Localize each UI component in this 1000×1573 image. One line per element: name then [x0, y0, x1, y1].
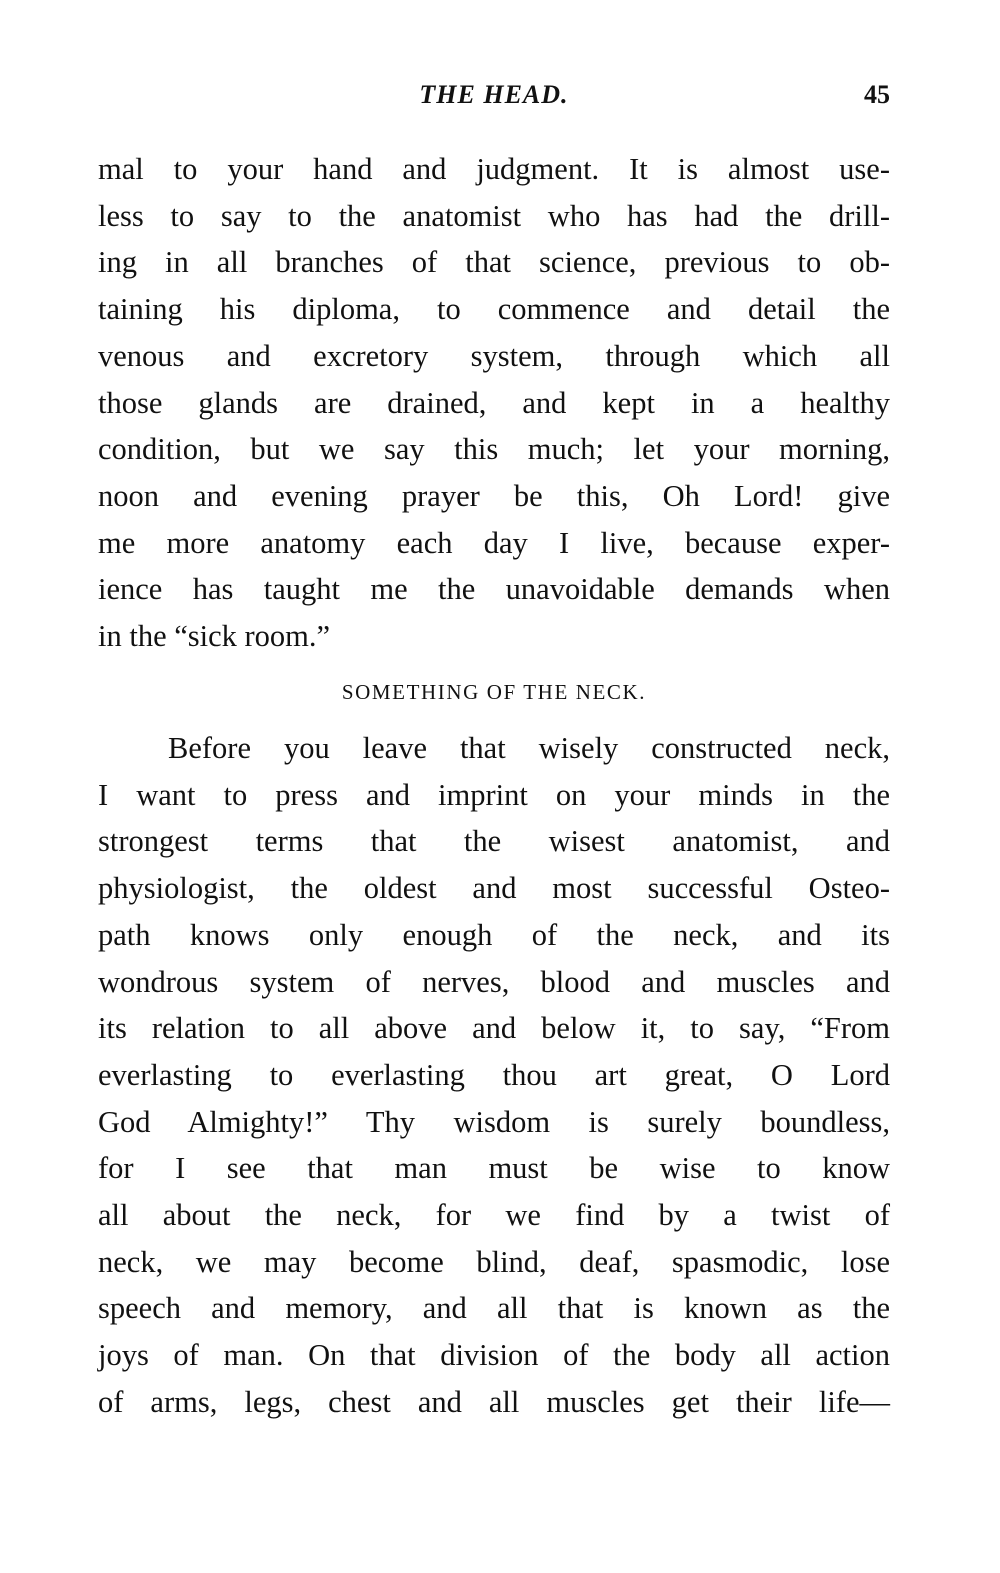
running-head	[98, 80, 890, 116]
paragraph-neck	[98, 725, 890, 1426]
text-line: speech and memory, and all that is known as the	[98, 1291, 890, 1326]
text-line: its relation to all above and below it, to say, “From	[98, 1011, 890, 1046]
text-line: everlasting to everlasting thou art great, O Lord	[98, 1057, 890, 1092]
text-line: neck, we may become blind, deaf, spasmodic, lose	[98, 1244, 890, 1279]
text-line: Before you leave that wisely constructed neck,	[168, 731, 890, 765]
running-title: THE HEAD.	[419, 80, 569, 109]
text-line: strongest terms that the wisest anatomist, and	[98, 824, 890, 859]
section-heading: SOMETHING OF THE NECK.	[341, 680, 647, 704]
text-line: joys of man. On that division of the body all action	[98, 1338, 890, 1373]
text-line: venous and excretory system, through which all	[98, 338, 890, 373]
paragraph-continued	[98, 146, 890, 660]
page-number: 45	[864, 80, 890, 109]
text-line: ing in all branches of that science, previous to ob-	[98, 245, 890, 280]
text-line: path knows only enough of the neck, and its	[98, 917, 890, 952]
text-line: I want to press and imprint on your minds in the	[98, 777, 890, 812]
text-line: physiologist, the oldest and most successful Osteo-	[98, 871, 890, 906]
text-line: all about the neck, for we find by a twist of	[98, 1198, 890, 1233]
text-line: me more anatomy each day I live, because exper-	[98, 525, 890, 560]
text-line: ience has taught me the unavoidable demands when	[98, 572, 890, 607]
text-line: mal to your hand and judgment. It is almost use-	[98, 152, 890, 186]
text-line: for I see that man must be wise to know	[98, 1151, 890, 1186]
text-line: condition, but we say this much; let your morning,	[98, 432, 890, 467]
text-line: wondrous system of nerves, blood and muscles and	[98, 964, 890, 999]
text-line: noon and evening prayer be this, Oh Lord! give	[98, 478, 890, 513]
text-line: God Almighty!” Thy wisdom is surely boundless,	[98, 1104, 890, 1139]
text-line: those glands are drained, and kept in a healthy	[98, 385, 890, 420]
text-line: less to say to the anatomist who has had the drill-	[98, 198, 890, 233]
text-line: of arms, legs, chest and all muscles get their life—	[98, 1384, 890, 1419]
text-line: in the “sick room.”	[98, 619, 331, 654]
text-line: taining his diploma, to commence and detail the	[98, 292, 890, 327]
